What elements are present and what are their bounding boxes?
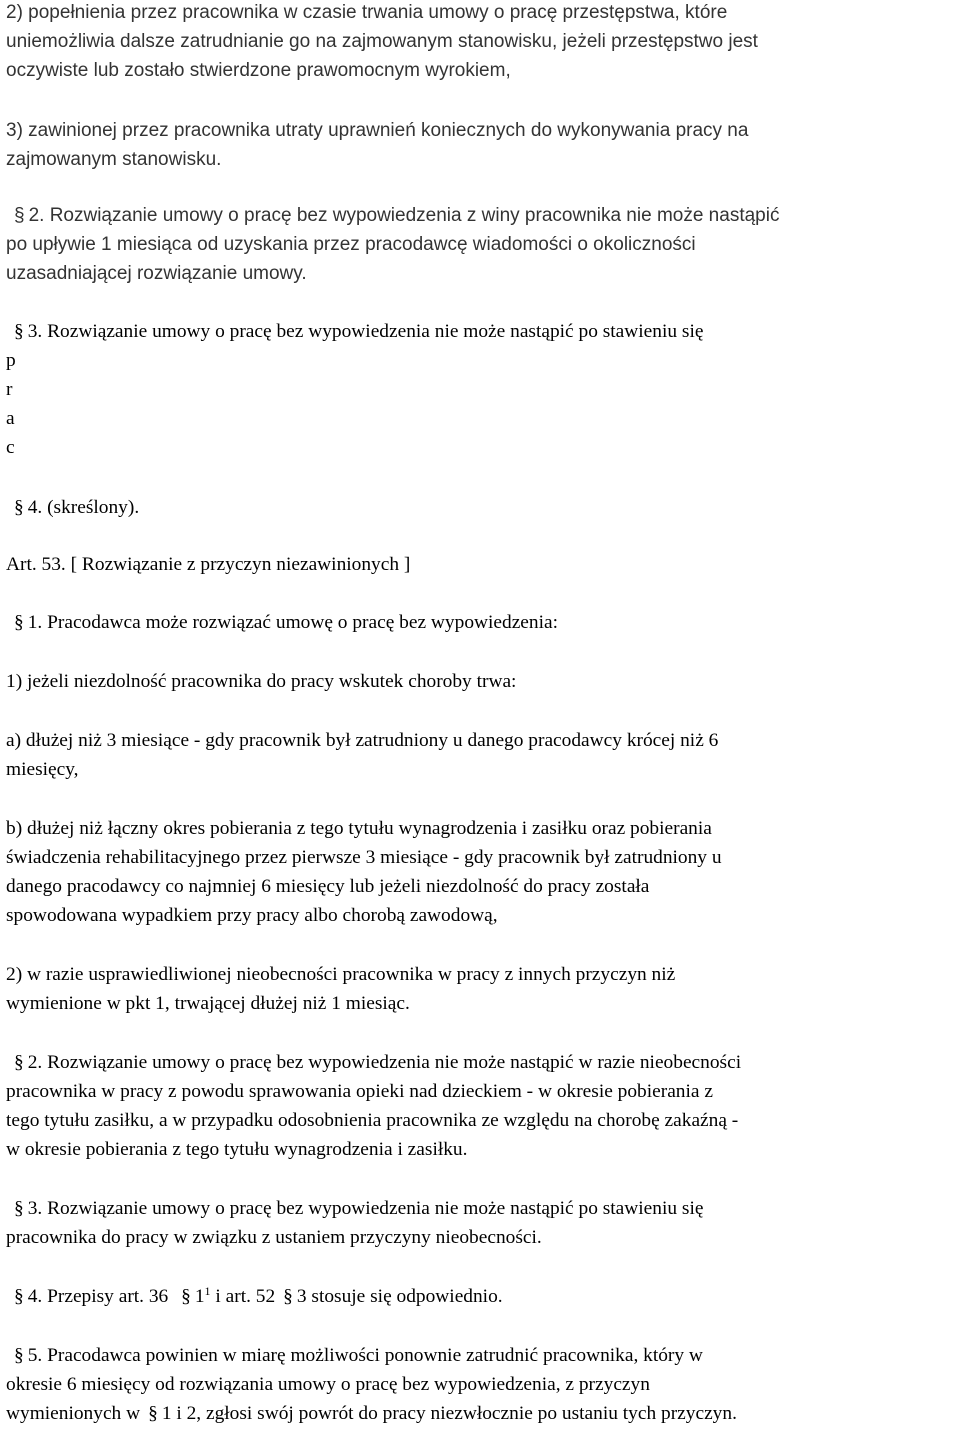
section-mark: §	[14, 205, 25, 226]
item-2-line-2: uniemożliwia dalsze zatrudnianie go na zajmowanym stanowisku, jeżeli przestępstwo jest	[6, 31, 758, 52]
paragraph-3-line-1	[6, 317, 956, 346]
superscript: 1	[204, 1284, 211, 1298]
section-mark: §	[14, 612, 24, 633]
article-53-paragraph-2-line-1	[6, 1048, 956, 1077]
paragraph-4-text-a: 4. Przepisy art. 36	[27, 1286, 169, 1307]
article-53-paragraph-2-text: 2. Rozwiązanie umowy o pracę bez wypowiedzenia nie może nastąpić w razie nieobecności	[27, 1052, 742, 1073]
item-b-line-4: spowodowana wypadkiem przy pracy albo chorobą zawodową,	[6, 905, 498, 926]
article-53-paragraph-5-text: 5. Pracodawca powinien w miarę możliwości ponownie zatrudnić pracownika, który w	[27, 1345, 703, 1366]
paragraph-2-line-1	[6, 201, 956, 230]
item-b-line-3: danego pracodawcy co najmniej 6 miesięcy lub jeżeli niezdolność do pracy została	[6, 876, 650, 897]
paragraph-2-line-3: uzasadniającej rozwiązanie umowy.	[6, 263, 307, 284]
paragraph-5-text-b: 1 i 2, zgłosi swój powrót do pracy niezwłocznie po ustaniu tych przyczyn.	[161, 1403, 737, 1424]
article-53-paragraph-5-line-2: okresie 6 miesięcy od rozwiązania umowy o pracę bez wypowiedzenia, z przyczyn	[6, 1374, 650, 1395]
article-53-paragraph-3-text: 3. Rozwiązanie umowy o pracę bez wypowiedzenia nie może nastąpić po stawieniu się	[27, 1198, 704, 1219]
article-53-paragraph-3-line-2: pracownika do pracy w związku z ustaniem przyczyny nieobecności.	[6, 1227, 542, 1248]
section-mark: §	[148, 1403, 158, 1424]
article-53-item-1: 1) jeżeli niezdolność pracownika do pracy wskutek choroby trwa:	[6, 671, 517, 692]
article-53-paragraph-1-text: 1. Pracodawca może rozwiązać umowę o pracę bez wypowiedzenia:	[27, 612, 558, 633]
article-53-paragraph-2-line-2: pracownika w pracy z powodu sprawowania opieki nad dzieckiem - w okresie pobierania z	[6, 1081, 713, 1102]
article-53-paragraph-4	[6, 1282, 956, 1311]
paragraph-3-text: 3. Rozwiązanie umowy o pracę bez wypowiedzenia nie może nastąpić po stawieniu się	[27, 321, 704, 342]
item-b-line-1: b) dłużej niż łączny okres pobierania z tego tytułu wynagrodzenia i zasiłku oraz pobierania	[6, 818, 712, 839]
article-53-item-2-line-2: wymienione w pkt 1, trwającej dłużej niż 1 miesiąc.	[6, 993, 410, 1014]
section-mark: §	[283, 1286, 293, 1307]
item-3-line-2: zajmowanym stanowisku.	[6, 149, 222, 170]
paragraph-3-line-5: c	[6, 437, 15, 458]
section-mark: §	[14, 1345, 24, 1366]
article-53-paragraph-3-line-1	[6, 1194, 956, 1223]
article-53-paragraph-5-line-3	[6, 1399, 956, 1428]
paragraph-4-text-b: i art. 52	[215, 1286, 276, 1307]
paragraph-4	[6, 493, 956, 522]
paragraph-4-text-c: 3 stosuje się odpowiednio.	[296, 1286, 503, 1307]
section-mark: §	[14, 1286, 24, 1307]
item-3-line-1: 3) zawinionej przez pracownika utraty uprawnień koniecznych do wykonywania pracy na	[6, 120, 749, 141]
item-2-line-3: oczywiste lub zostało stwierdzone prawomocnym wyrokiem,	[6, 60, 511, 81]
article-53-paragraph-5-line-1	[6, 1341, 956, 1370]
superscript-prefix: 1	[194, 1286, 205, 1307]
item-b-line-2: świadczenia rehabilitacyjnego przez pierwsze 3 miesiące - gdy pracownik był zatrudniony u	[6, 847, 722, 868]
item-a-line-2: miesięcy,	[6, 759, 79, 780]
paragraph-3-line-2: p	[6, 350, 16, 371]
paragraph-4-text: 4. (skreślony).	[27, 497, 140, 518]
paragraph-2-line-2: po upływie 1 miesiąca od uzyskania przez pracodawcę wiadomości o okoliczności	[6, 234, 696, 255]
article-53-paragraph-2-line-4: w okresie pobierania z tego tytułu wynagrodzenia i zasiłku.	[6, 1139, 468, 1160]
paragraph-2-text: 2. Rozwiązanie umowy o pracę bez wypowiedzenia z winy pracownika nie może nastąpić	[28, 205, 780, 226]
article-heading: Art. 53. [ Rozwiązanie z przyczyn niezawinionych ]	[6, 554, 411, 575]
section-mark: §	[14, 497, 24, 518]
paragraph-3-line-4: a	[6, 408, 15, 429]
article-53-paragraph-2-line-3: tego tytułu zasiłku, a w przypadku odosobnienia pracownika ze względu na chorobę zakaźną -	[6, 1110, 739, 1131]
section-mark: §	[14, 1198, 24, 1219]
article-53-item-2-line-1: 2) w razie usprawiedliwionej nieobecności pracownika w pracy z innych przyczyn niż	[6, 964, 676, 985]
paragraph-5-text-a: wymienionych w	[6, 1403, 141, 1424]
section-mark: §	[181, 1286, 191, 1307]
item-a-line-1: a) dłużej niż 3 miesiące - gdy pracownik był zatrudniony u danego pracodawcy krócej niż 6	[6, 730, 719, 751]
item-2-line-1: 2) popełnienia przez pracownika w czasie trwania umowy o pracę przestępstwa, które	[6, 2, 728, 23]
paragraph-3-line-3: r	[6, 379, 13, 400]
article-53-paragraph-1	[6, 608, 956, 637]
section-mark: §	[14, 1052, 24, 1073]
section-mark: §	[14, 321, 24, 342]
